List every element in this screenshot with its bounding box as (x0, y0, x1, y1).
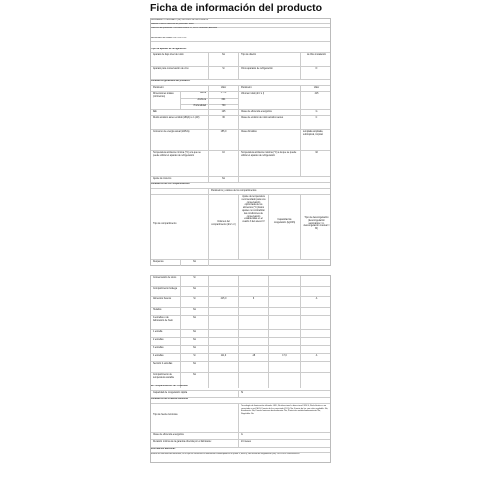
compartment-value: Sí (181, 354, 209, 361)
model-line: Identificador del modelo: KWT 6321 UG (151, 37, 330, 42)
extra-info-label: Información adicional: (151, 448, 330, 453)
compartment-value (209, 362, 239, 372)
max-temp-label: Temperatura ambiente máxima (°C) a la que se puede utilizar el aparato de refrigeración (239, 151, 301, 176)
compartment-value (239, 330, 269, 337)
compartment-row (151, 330, 330, 338)
energy-class-label: Clase de eficiencia energética (239, 110, 301, 115)
compartment-value (301, 316, 330, 329)
light-type-label: Tipo de fuente luminosa (151, 404, 239, 432)
compartment-label: Conservación de vinos (151, 276, 181, 286)
fast-freeze-label: Capacidad de congelación rápida (151, 391, 239, 397)
min-temp-label: Temperatura ambiente mínima (°C) a la que se puede utilizar el aparato de refrigeración (151, 151, 209, 176)
compartment-label: Alimentos frescos (151, 297, 181, 307)
type-label: Otros aparatos de refrigeración (239, 67, 301, 79)
compartment-value: 17,0 (269, 354, 301, 361)
warranty-value: 24 meses (241, 441, 251, 443)
compartment-row (151, 276, 330, 287)
type-value: No (209, 53, 239, 66)
noise-row (151, 116, 330, 130)
compartment-value (209, 308, 239, 315)
volume-value: 415 (314, 93, 319, 95)
compartment-value: No (181, 346, 209, 353)
compartment-value (239, 276, 269, 286)
light-type-value: Tecnología de iluminación utilizada: LED; No direccional o direccional: NDLS; Red eléctrica o no conectado a red: MLS; Fuente de luz conectada (CLS): No; Fuente de luz con color regulable: No; Envolvente: No; Fuente luminosa deslumbrante: No; Protección antideslumbramiento: No; Regulable: No (241, 405, 328, 415)
compart-col-temp: Ajuste de temperatura recomendado para una conservación optimizada de los alimentos (°C) Estos ajustes no contradirán las condiciones de conservación establecidas en el cuadro 3 del anexo IV (239, 195, 269, 259)
compartment-value: 111,0 (209, 354, 239, 361)
compartment-value (239, 287, 269, 296)
compartment-value: Sí (181, 297, 209, 307)
compart-col-defrost: Tipo de descongelación (descongelación automática = A, descongelación manual = M) (303, 217, 330, 231)
address-line: Dirección del proveedor: Carl-Miele-Straße 29, 33332 Gütersloh, Alemania (151, 27, 218, 29)
compart-columns-row (151, 195, 330, 260)
compartment-value (239, 316, 269, 329)
compartment-row (151, 354, 330, 362)
compartment-value (239, 338, 269, 345)
compartment-value (301, 346, 330, 353)
compartment-value (209, 330, 239, 337)
consumption-label: Consumo de energía anual (kWh/a) (151, 130, 209, 150)
compartment-value (239, 346, 269, 353)
consumption-value: 155,0 (209, 130, 239, 150)
consumption-row (151, 130, 330, 151)
compartment-value: -18 (239, 354, 269, 361)
section-compart: Parámetros de los compartimentos: (151, 183, 330, 189)
light-class-value: G (241, 434, 243, 436)
compartment-value: A (315, 355, 318, 357)
section-params: Parámetros generales del producto: (151, 80, 330, 86)
noise-class-label: Clase de emisión de ruido acústico aéreo (239, 116, 301, 129)
compartment-value (209, 287, 239, 296)
type-label: Tipo de diseño (239, 53, 301, 66)
header-cell: Parámetro (151, 86, 209, 91)
compart-col-freeze: Capacidad de congelación (kg/24h) (269, 195, 301, 259)
dimensions-values: 1.772 601 730 (209, 92, 239, 109)
type-value: Sí (209, 67, 239, 79)
compartment-value (301, 287, 330, 296)
compartment-value: No (181, 287, 209, 296)
compartment-label: 4 estrellas (151, 354, 181, 361)
compartment-value: A (315, 298, 318, 300)
compartment-value (301, 330, 330, 337)
compartment-value (301, 276, 330, 286)
compartment-value (269, 308, 301, 315)
compartment-value (239, 362, 269, 372)
warranty-label: Duración mínima de la garantía ofrecida por el fabricante: (151, 440, 239, 447)
compartment-label: 0-estrellas o de fabricación de hielo (151, 316, 181, 329)
compartment-value (209, 346, 239, 353)
energy-class-value: G (315, 111, 318, 113)
winter-label: Ajuste de invierno (151, 177, 209, 182)
type-label: Aparato de bajo nivel de ruido (151, 53, 209, 66)
compartment-row (151, 308, 330, 316)
despensa-label: Despensa (151, 260, 181, 266)
compartment-row (151, 316, 330, 330)
light-class-label: Clase de eficiencia energética (151, 433, 239, 439)
compartment-row (151, 338, 330, 346)
despensa-value: No (181, 260, 209, 266)
compartment-value: No (181, 316, 209, 329)
compartment-value (269, 362, 301, 372)
compartment-value: 6 (239, 297, 269, 307)
compartment-value: No (181, 330, 209, 337)
despensa-row (151, 260, 330, 266)
compart-type-label: Tipo de compartimento (151, 195, 209, 259)
compartment-label: Compartimento de temperatura variable (151, 373, 181, 388)
min-temp-value: 10 (209, 151, 239, 176)
compartment-value (269, 346, 301, 353)
product-info-sheet-top (150, 18, 331, 266)
eei-label: IEE (151, 110, 209, 115)
compartment-value: No (181, 338, 209, 345)
noise-label: Ruido acústico aéreo emitido (dB(A) re 1 pW) (151, 116, 209, 129)
compartment-label: Helados (151, 308, 181, 315)
product-info-sheet-bottom (150, 275, 331, 463)
compartment-value: No (181, 362, 209, 372)
compartment-value (301, 308, 330, 315)
fast-freeze-value: Sí (241, 392, 244, 394)
type-value: de libre instalación (306, 54, 327, 56)
compartment-value (301, 362, 330, 372)
climate-value: templada ampliada, subtropical, tropical (303, 131, 324, 136)
compart-col-volume: Volumen del compartimento (dm³ o l) (209, 195, 239, 259)
dimensions-row (151, 92, 330, 110)
compartment-label: Compartimento bodega (151, 287, 181, 296)
temperature-row (151, 151, 330, 177)
four-star-header: En compartimentos de 4 estrellas (151, 385, 330, 391)
compartment-value: 415,0 (209, 297, 239, 307)
compartment-value (209, 316, 239, 329)
light-class-row (151, 433, 330, 440)
type-row (151, 67, 330, 80)
dimensions-names: Altura Anchura Profundidad (181, 92, 209, 109)
compartment-label: 3 estrellas (151, 346, 181, 353)
max-temp-value: 32 (315, 152, 318, 154)
compartment-value (269, 287, 301, 296)
warranty-row (151, 440, 330, 448)
light-section: Parámetros de la fuente luminosa (151, 398, 330, 404)
regulation-line: REGLAMENTO DELEGADO (UE) 2019/2016 DE LA COMISIÓN (151, 19, 330, 24)
section-type: Tipo de aparato de refrigeración: (151, 48, 330, 53)
compartment-label: 2 estrellas (151, 338, 181, 345)
compartment-value (301, 338, 330, 345)
type-row (151, 53, 330, 67)
winter-value: No (209, 177, 239, 182)
compartment-value: No (181, 373, 209, 388)
compart-params-head: Parámetros y valores de los compartimentos (211, 190, 257, 192)
compartment-value: Sí (181, 276, 209, 286)
compartment-value (269, 330, 301, 337)
compartment-row (151, 346, 330, 354)
volume-label: Volumen total (dm³ o l) (239, 92, 301, 109)
noise-value: 36 (209, 116, 239, 129)
compartment-label: 1 estrella (151, 330, 181, 337)
header-cell: Valor (209, 86, 239, 91)
compartment-value (209, 338, 239, 345)
compartment-row (151, 287, 330, 297)
compartment-row (151, 297, 330, 308)
noise-class-value: C (315, 117, 318, 119)
header-cell: Valor (313, 87, 320, 89)
compartment-value (269, 276, 301, 286)
compartment-value (209, 276, 239, 286)
type-label: Aparato para conservación de vino (151, 67, 209, 79)
supplier-line: Nombre o marca comercial del proveedor: Miele (151, 23, 330, 28)
light-type-row (151, 404, 330, 433)
compartment-value (269, 297, 301, 307)
compartment-label: Sección 2 estrellas (151, 362, 181, 372)
compartment-value (269, 316, 301, 329)
header-cell: Parámetro (239, 86, 301, 91)
dimensions-label: Dimensiones totales (milímetros) (151, 92, 181, 109)
page-title: Ficha de información del producto (150, 2, 323, 14)
climate-label: Clase climática: (239, 130, 301, 150)
eei-value: 125 (209, 110, 239, 115)
compartment-value: No (181, 308, 209, 315)
compartment-row (151, 362, 330, 373)
compartment-value (269, 338, 301, 345)
blank-cell (151, 189, 209, 194)
compartment-value (239, 308, 269, 315)
extra-info-text: Enlace del sitio web del fabricante, en el que se encuentra la información contemplada en el punto 4, letra a), del anexo del Reglamento (UE) 2019/2016: www.miele.es (151, 453, 300, 455)
type-value: N (315, 68, 318, 70)
fast-freeze-row (151, 391, 330, 398)
